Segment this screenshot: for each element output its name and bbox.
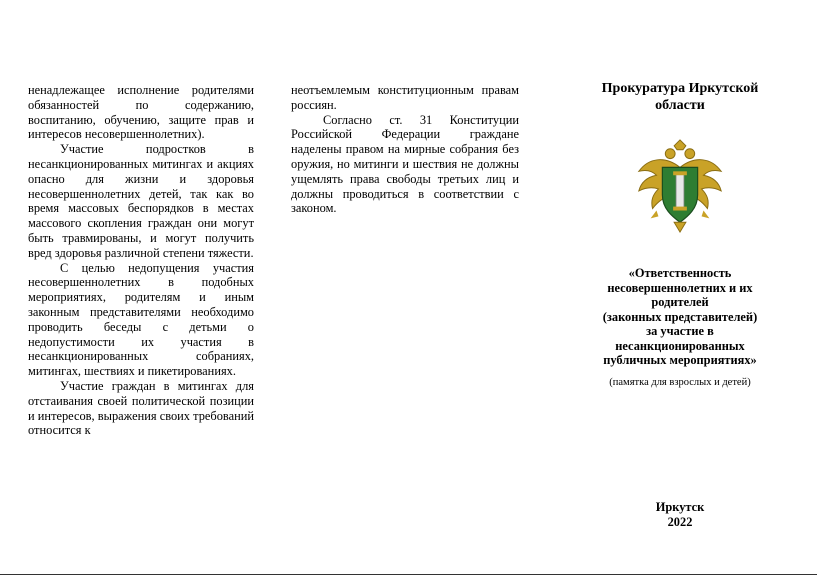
text-column-left (28, 83, 254, 438)
brochure-subtitle: (памятка для взрослых и детей) (609, 377, 751, 388)
title-line: публичных мероприятиях» (603, 353, 757, 367)
paragraph: Участие подростков в несанкционированных митингах и акциях опасно для жизни и здоровья несовершеннолетних детей, так как во время массовых беспорядков в местах массового скопления граждан они могут быть травмированы, и могут получить вред здоровья различной степени тяжести. (28, 142, 254, 260)
paragraph: Согласно ст. 31 Конституции Российской Федерации граждане наделены правом на мирные собрания без оружия, но митинги и шествия не должны ущемлять права свободы третьих лиц и должны проводиться в соответствии с законом. (291, 112, 519, 216)
paragraph: Участие граждан в митингах для отстаивания своей политической позиции и интересов, выражения своих требований относится к (28, 378, 254, 438)
title-line: несовершеннолетних и их (607, 280, 753, 295)
bottom-divider (0, 574, 817, 575)
text-column-middle (291, 83, 519, 216)
title-line: за участие в (646, 324, 714, 338)
prosecutor-emblem-icon (631, 138, 729, 236)
title-line: родителей (651, 295, 709, 309)
title-line: (законных представителей) (602, 309, 758, 324)
paragraph: неотъемлемым конституционным правам россиян. (291, 83, 519, 112)
brochure-footer (577, 500, 783, 530)
title-line: несанкционированных (615, 338, 745, 353)
brochure-title (577, 266, 783, 368)
title-line: «Ответственность (628, 266, 732, 280)
city: Иркутск (655, 500, 705, 514)
year: 2022 (667, 515, 693, 529)
cover-column (577, 80, 783, 236)
paragraph: С целью недопущения участия несовершеннолетних в подобных мероприятиях, родителям и иным законным представителями необходимо проводить беседы с детьми о недопустимости их участия в несанкционированных собраниях, митингах, шествиях и пикетированиях. (28, 260, 254, 379)
organization-name: Прокуратура Иркутской области (601, 81, 759, 113)
paragraph: ненадлежащее исполнение родителями обязанностей по содержанию, воспитанию, обучению, защите прав и интересов несовершеннолетних). (28, 83, 254, 142)
